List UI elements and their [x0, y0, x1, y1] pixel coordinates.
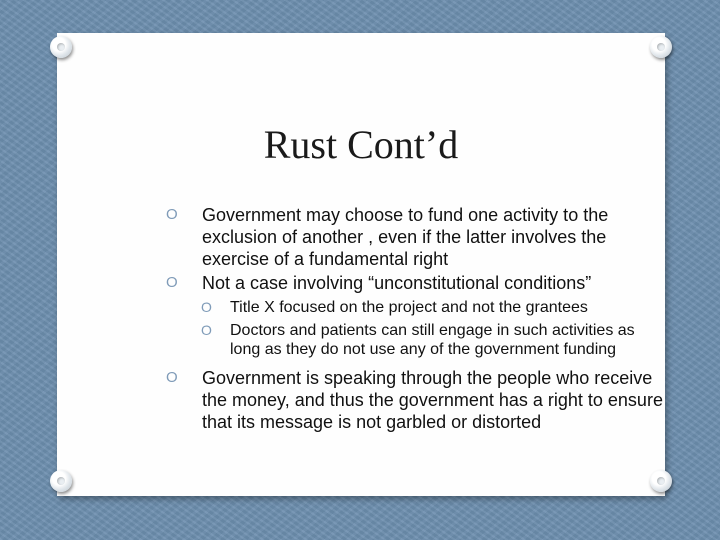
pushpin-icon	[50, 36, 72, 58]
bullet-marker-icon: O	[166, 206, 178, 223]
bullet-text: Government is speaking through the people who receive the money, and thus the government has a right to ensure that its message is not garbled or distorted	[202, 368, 663, 432]
bullet-text: Not a case involving “unconstitutional conditions”	[202, 273, 592, 293]
bullet-text: Government may choose to fund one activity to the exclusion of another , even if the latter involves the exercise of a fundamental right	[202, 205, 609, 269]
slide-card	[57, 33, 665, 496]
sub-bullet-item	[166, 321, 666, 359]
sub-bullet-text: Title X focused on the project and not the grantees	[230, 299, 588, 316]
sub-bullet-item	[166, 298, 666, 317]
bullet-item	[166, 272, 666, 294]
sub-bullet-text: Doctors and patients can still engage in such activities as long as they do not use any of the government funding	[230, 322, 635, 358]
bullet-marker-icon: O	[166, 369, 178, 386]
bullet-item	[166, 204, 666, 270]
sub-bullet-marker-icon: O	[201, 322, 212, 338]
bullet-item	[166, 367, 666, 433]
bullet-list	[166, 204, 666, 435]
bullet-marker-icon: O	[166, 274, 178, 291]
pushpin-icon	[650, 36, 672, 58]
pushpin-icon	[50, 470, 72, 492]
pushpin-icon	[650, 470, 672, 492]
sub-bullet-marker-icon: O	[201, 299, 212, 315]
slide-title: Rust Cont’d	[263, 122, 459, 167]
